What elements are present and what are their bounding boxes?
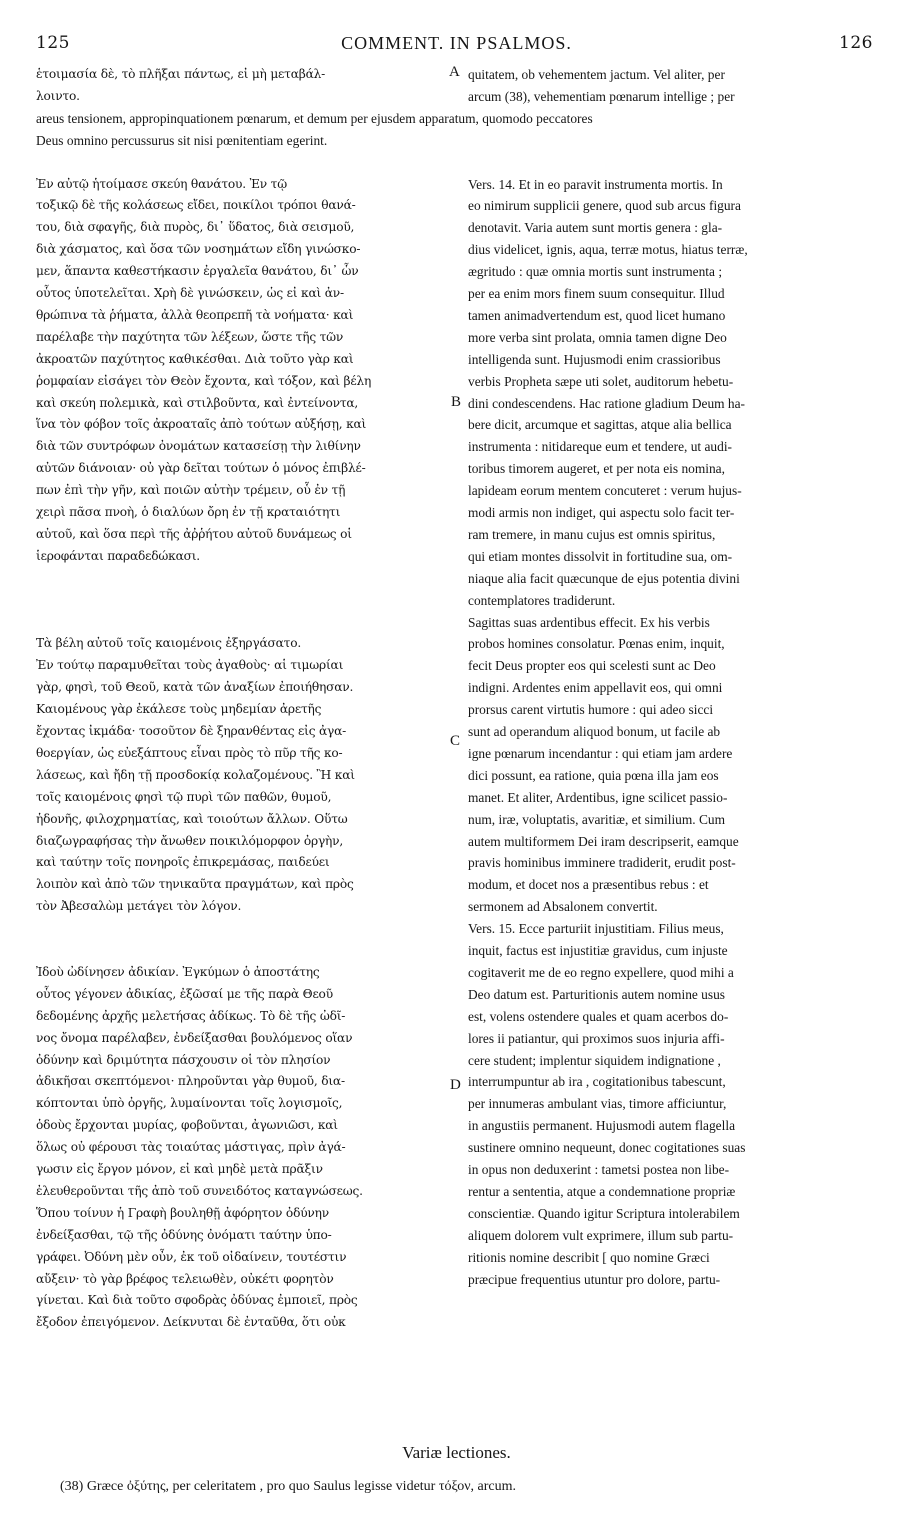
- text-line: οὗτος γέγονεν ἀδικίας, ἐξῶσαί με τῆς παρὰ Θεοῦ: [36, 986, 333, 1001]
- text-line: qui etiam montes dissolvit in fortitudine sua, om-: [468, 548, 733, 564]
- text-line: intelligenda sunt. Hujusmodi enim crassioribus: [468, 351, 721, 367]
- variae-lectiones-heading: Variæ lectiones.: [402, 1443, 511, 1462]
- text-line: toribus timorem augeret, et per nota eis nomina,: [468, 461, 725, 477]
- text-line: verbis Propheta sæpe uti solet, auditorum hebetu-: [468, 373, 734, 389]
- text-line: per innumeras ambulant vias, timore afficiuntur,: [468, 1096, 727, 1112]
- text-line: conscientiæ. Quando igitur Scriptura intolerabilem: [468, 1205, 740, 1221]
- text-line: τοῖς καιομένοις φησὶ τῷ πυρὶ τῶν παθῶν, θυμοῦ,: [36, 789, 332, 804]
- text-line: more verba sint prolata, omnia tamen digne Deo: [468, 329, 727, 345]
- text-line: δεδομένης ἀρχῆς μελετήσας ἀδίκως. Τὸ δὲ τῆς ὠδῖ-: [36, 1008, 346, 1023]
- text-line: Sagittas suas ardentibus effecit. Ex his verbis: [468, 614, 710, 630]
- text-line: αὐτοῦ, καὶ ὅσα περὶ τῆς ἀῤῥήτου αὐτοῦ δυνάμεως οἱ: [36, 526, 352, 541]
- text-line: bere dicit, arcumque et sagittas, atque alia bellica: [468, 417, 732, 433]
- text-line: lores ii patiantur, qui proximos suos injuria affi-: [468, 1030, 725, 1046]
- text-line: Deo datum est. Parturitionis autem nomine usus: [468, 986, 725, 1002]
- text-line: πων ἐπὶ τὴν γῆν, καὶ ποιῶν αὐτὴν τρέμειν, οὗ ἐν τῇ: [36, 483, 346, 498]
- footnote-38: (38) Græce ὀξύτης, per celeritatem , pro quo Saulus legisse videtur τόξον, arcum.: [60, 1479, 516, 1494]
- text-line: ἑτοιμασία δὲ, τὸ πλῆξαι πάντως, εἰ μὴ μεταβάλ-: [36, 67, 326, 81]
- text-line: est, volens ostendere quales et quam acerbos do-: [468, 1008, 729, 1024]
- text-line: γράφει. Ὀδύνη μὲν οὖν, ἐκ τοῦ οἰδαίνειν, τουτέστιν: [36, 1249, 347, 1264]
- text-line: eo nimirum supplicii genere, quod sub arcus figura: [468, 198, 741, 214]
- text-line: instrumenta : nitidareque eum et tendere, ut audi-: [468, 439, 733, 455]
- text-line: γίνεται. Καὶ διὰ τοῦτο σφοδρὰς ὀδύνας ἐμποιεῖ, πρὸς: [36, 1293, 358, 1308]
- text-line: autem multiformem Dei iram descripserit, eamque: [468, 833, 739, 849]
- text-line: dini condescendens. Hac ratione gladium Deum ha-: [468, 395, 746, 411]
- text-line: cogitaverit me de eo regno expellere, quod mihi a: [468, 964, 734, 980]
- text-line: denotavit. Varia autem sunt mortis genera : gla-: [468, 220, 723, 236]
- text-line: pravis hominibus imminere tradiderit, erudit post-: [468, 855, 736, 871]
- text-line: αὐτῶν διάνοιαν· οὐ γὰρ δεῖται τούτων ὁ μόνος ἐπιβλέ-: [36, 461, 366, 476]
- text-line: διαζωγραφήσας τὴν ἄνωθεν ποικιλόμορφον ὀργὴν,: [36, 833, 344, 848]
- text-line: dici possunt, ea ratione, quia pœna illa jam eos: [468, 767, 719, 783]
- text-line: præcipue frequentius utuntur pro dolore, partu-: [468, 1271, 721, 1287]
- text-line: ἀδικῆσαι σκεπτόμενοι· πληροῦνται γὰρ θυμοῦ, δια-: [36, 1074, 345, 1089]
- text-line: Τὰ βέλη αὐτοῦ τοῖς καιομένοις ἐξηργάσατο.: [36, 636, 302, 651]
- text-line: in opus non deduxerint : tametsi postea non libe-: [468, 1162, 730, 1177]
- text-line: ὅλως οὐ φέρουσι τὰς τοιαύτας μάστιγας, πρὶν ἀγά-: [36, 1140, 346, 1155]
- text-line: interrumpuntur ab ira , cogitationibus tabescunt,: [468, 1074, 726, 1090]
- text-line: καὶ σκεύη πολεμικὰ, καὶ στιλβοῦντα, καὶ ἐντείνοντα,: [36, 395, 359, 410]
- text-line: niaque alia facit quæcunque de ejus potentia divini: [468, 570, 740, 586]
- text-line: aliquem dolorem vult exprimere, illum sub partu-: [468, 1227, 734, 1243]
- text-line: Ὅπου τοίνυν ἡ Γραφὴ βουληθῇ ἀφόρητον ὀδύνην: [36, 1205, 329, 1220]
- margin-marker-a: A: [449, 64, 460, 80]
- text-line: sunt ad operandum aliquod bonum, ut facile ab: [468, 724, 721, 739]
- text-line: καὶ ταύτην τοῖς πονηροῖς ἐπικρεμάσας, παιδεύει: [36, 855, 330, 870]
- text-line: Vers. 14. Et in eo paravit instrumenta mortis. In: [468, 176, 723, 192]
- text-line: Deus omnino percussurus sit nisi pœnitentiam egerint.: [36, 132, 328, 148]
- text-line: αὔξειν· τὸ γὰρ βρέφος τελειωθὲν, οὐκέτι φορητὸν: [36, 1271, 334, 1286]
- text-line: ὁδοὺς ἔρχονται μυρίας, φοβοῦνται, ἀγωνιῶσι, καὶ: [36, 1118, 338, 1133]
- text-line: γωσιν εἰς ἔργον μόνον, εἰ καὶ μηδὲ μετὰ πρᾶξιν: [36, 1162, 323, 1176]
- text-line: Ἰδοὺ ὠδίνησεν ἀδικίαν. Ἐγκύμων ὁ ἀποστάτης: [36, 964, 320, 979]
- text-line: οὗτος ὑποτελεῖται. Χρὴ δὲ γινώσκειν, ὡς εἰ καὶ ἀν-: [36, 286, 344, 300]
- text-line: ægritudo : quæ omnia mortis sunt instrumenta ;: [468, 264, 723, 280]
- text-line: τοξικῷ δὲ τῆς κολάσεως εἴδει, ποικίλοι τρόποι θανά-: [36, 198, 356, 213]
- text-line: λοιπὸν καὶ ἀπὸ τῶν τηνικαῦτα πραγμάτων, καὶ πρὸς: [36, 877, 354, 892]
- text-line: lapideam eorum mentem concuteret : verum hujus-: [468, 483, 742, 499]
- text-line: τὸν Ἀβεσαλὼμ μετάγει τὸν λόγον.: [36, 899, 242, 914]
- text-line: νος ὄνομα παρέλαβεν, ἐνδείξασθαι βουλόμενος οἵαν: [36, 1030, 353, 1045]
- page-number-left: 125: [36, 33, 70, 53]
- text-line: ram tremere, in manu cujus est omnis spiritus,: [468, 526, 716, 542]
- text-line: modum, et docet nos a præsentibus rebus : et: [468, 877, 709, 893]
- text-line: ἀκροατῶν παχύτητος καθικέσθαι. Διὰ τοῦτο γὰρ καὶ: [36, 351, 354, 366]
- text-line: ἱεροφάνται παραδεδώκασι.: [36, 548, 200, 563]
- text-line: ὀδύνην καὶ δριμύτητα πάσχουσιν οἱ τὸν πλησίον: [36, 1052, 331, 1067]
- text-line: λοιντο.: [36, 88, 80, 103]
- text-line: του, διὰ σφαγῆς, διὰ πυρὸς, δι᾽ ὕδατος, διὰ σεισμοῦ,: [36, 220, 355, 235]
- text-line: dius videlicet, ignis, aqua, terræ motus, hiatus terræ,: [468, 242, 748, 258]
- text-line: in angustiis permanent. Hujusmodi autem flagella: [468, 1118, 736, 1134]
- text-line: fecit Deus propter eos qui scelesti sunt ac Deo: [468, 658, 716, 674]
- text-line: per ea enim mors finem suum consequitur. Illud: [468, 286, 725, 301]
- text-line: num, iræ, voluptatis, avaritiæ, et similium. Cum: [468, 811, 726, 827]
- text-line: διὰ τῶν συντρόφων ὀνομάτων κατασείσῃ τὴν λιθίνην: [36, 439, 361, 454]
- text-line: λάσεως, καὶ ἤδη τῇ προσδοκίᾳ κολαζομένους. Ἢ καὶ: [36, 767, 355, 782]
- text-line: sermonem ad Absalonem convertit.: [468, 899, 658, 915]
- text-line: ἡδονῆς, φιλοχρηματίας, καὶ τοιούτων ἄλλων. Οὕτω: [36, 811, 348, 826]
- margin-marker-d: D: [450, 1077, 461, 1093]
- text-line: ἔξοδον ἐπειγόμενον. Δείκνυται δὲ ἐνταῦθα, ὅτι οὐκ: [36, 1315, 346, 1330]
- text-line: tamen animadvertendum est, quod licet humano: [468, 307, 726, 323]
- text-line: igne pœnarum incendantur : qui etiam jam ardere: [468, 745, 733, 761]
- page-number-right: 126: [839, 33, 873, 53]
- text-line: χειρὶ πᾶσα πνοὴ, ὁ διαλύων ὄρη ἐν τῇ κραταιότητι: [36, 505, 341, 519]
- text-line: κόπτονται ὑπὸ ὀργῆς, λυμαίνονται τοῖς λογισμοῖς,: [36, 1096, 343, 1111]
- text-line: γὰρ, φησὶ, τοῦ Θεοῦ, κατὰ τῶν ἀναξίων ἐποιήθησαν.: [36, 680, 354, 695]
- running-title: COMMENT. IN PSALMOS.: [341, 33, 572, 53]
- text-line: παρέλαβε τὴν παχύτητα τῶν λέξεων, ὥστε τῆς τῶν: [36, 329, 344, 344]
- text-line: θοεργίαν, ὡς εὐεξάπτους εἶναι πρὸς τὸ πῦρ τῆς κο-: [36, 745, 343, 760]
- text-line: ἐλευθεροῦνται τῆς ἀπὸ τοῦ συνειδότος καταγνώσεως.: [36, 1183, 363, 1198]
- margin-marker-c: C: [450, 733, 461, 749]
- text-line: ἐνδείξασθαι, τῷ τῆς ὀδύνης ὀνόματι ταύτην ὑπο-: [36, 1227, 332, 1242]
- text-line: rentur a sententia, atque a condemnatione propriæ: [468, 1183, 736, 1199]
- text-line: Vers. 15. Ecce parturiit injustitiam. Filius meus,: [468, 921, 724, 937]
- text-line: Ἐν τούτῳ παραμυθεῖται τοὺς ἀγαθοὺς· αἱ τιμωρίαι: [36, 658, 344, 673]
- text-line: μεν, ἅπαντα καθεστήκασιν ἐργαλεῖα θανάτου, δι᾽ ὧν: [36, 264, 359, 279]
- text-line: διὰ χάσματος, καὶ ὅσα τῶν νοσημάτων εἴδη γινώσκο-: [36, 242, 361, 257]
- text-line: inquit, factus est injustitiæ gravidus, cum injuste: [468, 943, 728, 958]
- margin-marker-b: B: [451, 394, 462, 410]
- text-line: indigni. Ardentes enim appellavit eos, qui omni: [468, 680, 723, 696]
- text-line: quitatem, ob vehementem jactum. Vel aliter, per: [468, 67, 725, 82]
- text-line: contemplatores tradiderunt.: [468, 592, 616, 608]
- text-line: Ἐν αὐτῷ ἡτοίμασε σκεύη θανάτου. Ἐν τῷ: [36, 176, 287, 191]
- text-line: areus tensionem, appropinquationem pœnarum, et demum per ejusdem apparatum, quomodo peccatores: [36, 110, 593, 126]
- text-line: probos homines consolatur. Pœnas enim, inquit,: [468, 636, 725, 652]
- text-line: arcum (38), vehementiam pœnarum intellige ; per: [468, 88, 735, 104]
- text-line: cere student; implentur siquidem indignatione ,: [468, 1052, 721, 1068]
- text-line: ritionis nomine describit [ quo nomine Græci: [468, 1249, 710, 1265]
- text-line: ῥομφαίαν εἰσάγει τὸν Θεὸν ἔχοντα, καὶ τόξον, καὶ βέλη: [36, 373, 372, 388]
- text-line: manet. Et aliter, Ardentibus, igne scilicet passio-: [468, 789, 728, 805]
- text-line: Καιομένους γὰρ ἐκάλεσε τοὺς μηδεμίαν ἀρετῆς: [36, 702, 322, 717]
- text-line: sustinere omnino nequeunt, donec cogitationes suas: [468, 1140, 746, 1156]
- text-line: modi armis non indiget, qui aspectu solo facit ter-: [468, 505, 735, 520]
- text-line: θρώπινα τὰ ῥήματα, ἀλλὰ θεοπρεπῆ τὰ νοήματα· καὶ: [36, 307, 354, 322]
- text-line: ἵνα τὸν φόβον τοῖς ἀκροαταῖς ἀπὸ τούτων αὐξήσῃ, καὶ: [36, 417, 367, 432]
- text-line: ἔχοντας ἰκμάδα· τοσοῦτον δὲ ξηρανθέντας εἰς ἀγα-: [36, 724, 347, 738]
- text-line: prorsus carent virtutis humore : qui adeo sicci: [468, 702, 714, 718]
